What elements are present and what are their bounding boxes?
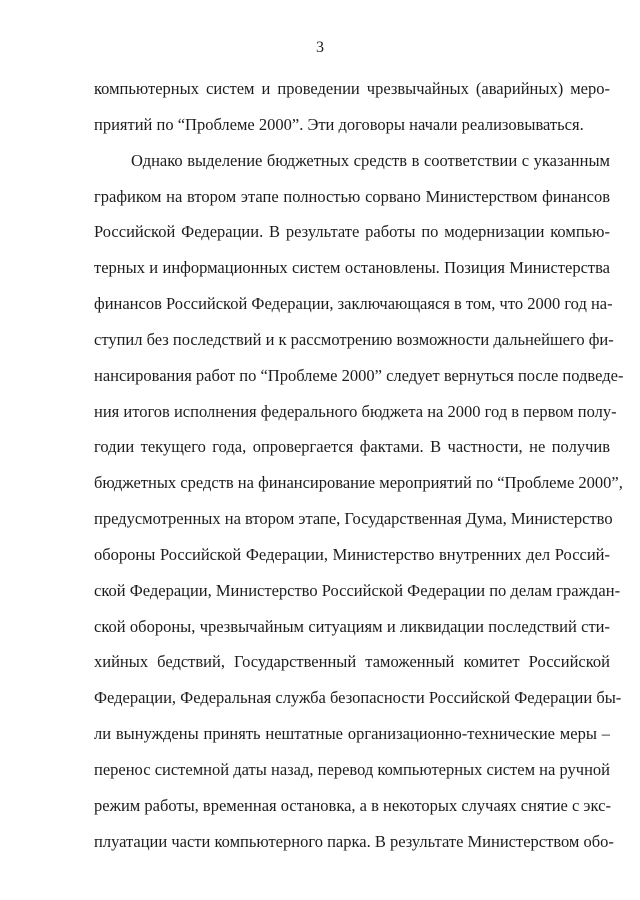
text-line: годии текущего года, опровергается фактами. В частности, не получив (94, 437, 610, 456)
text-line: приятий по “Проблеме 2000”. Эти договоры начали реализовываться. (94, 115, 584, 134)
text-line: обороны Российской Федерации, Министерство внутренних дел Россий- (94, 545, 610, 564)
text-line: графиком на втором этапе полностью сорвано Министерством финансов (94, 187, 610, 206)
text-line: финансов Российской Федерации, заключающаяся в том, что 2000 год на- (94, 294, 613, 313)
text-line: перенос системной даты назад, перевод компьютерных систем на ручной (94, 760, 610, 779)
text-line: ступил без последствий и к рассмотрению возможности дальнейшего фи- (94, 330, 614, 349)
text-line: компьютерных систем и проведении чрезвычайных (аварийных) меро- (94, 79, 610, 98)
text-line: ской Федерации, Министерство Российской Федерации по делам граждан- (94, 581, 621, 600)
text-line: предусмотренных на втором этапе, Государственная Дума, Министерство (94, 509, 613, 528)
text-line: хийных бедствий, Государственный таможенный комитет Российской (94, 652, 610, 671)
text-line: Федерации, Федеральная служба безопасности Российской Федерации бы- (94, 688, 622, 707)
text-line: плуатации части компьютерного парка. В результате Министерством обо- (94, 832, 614, 851)
text-line: нансирования работ по “Проблеме 2000” следует вернуться после подведе- (94, 366, 624, 385)
text-line: Российской Федерации. В результате работы по модернизации компью- (94, 222, 610, 241)
text-line: ской обороны, чрезвычайным ситуациям и ликвидации последствий сти- (94, 617, 610, 636)
text-line: режим работы, временная остановка, а в некоторых случаях снятие с экс- (94, 796, 611, 815)
paragraph-first-line: Однако выделение бюджетных средств в соответствии с указанным (131, 151, 610, 170)
page-number: 3 (316, 39, 324, 56)
text-line: бюджетных средств на финансирование мероприятий по “Проблеме 2000”, (94, 473, 623, 492)
text-line: ли вынуждены принять нештатные организационно-технические меры – (94, 724, 610, 743)
text-line: ния итогов исполнения федерального бюджета на 2000 год в первом полу- (94, 402, 617, 421)
text-line: терных и информационных систем остановлены. Позиция Министерства (94, 258, 610, 277)
